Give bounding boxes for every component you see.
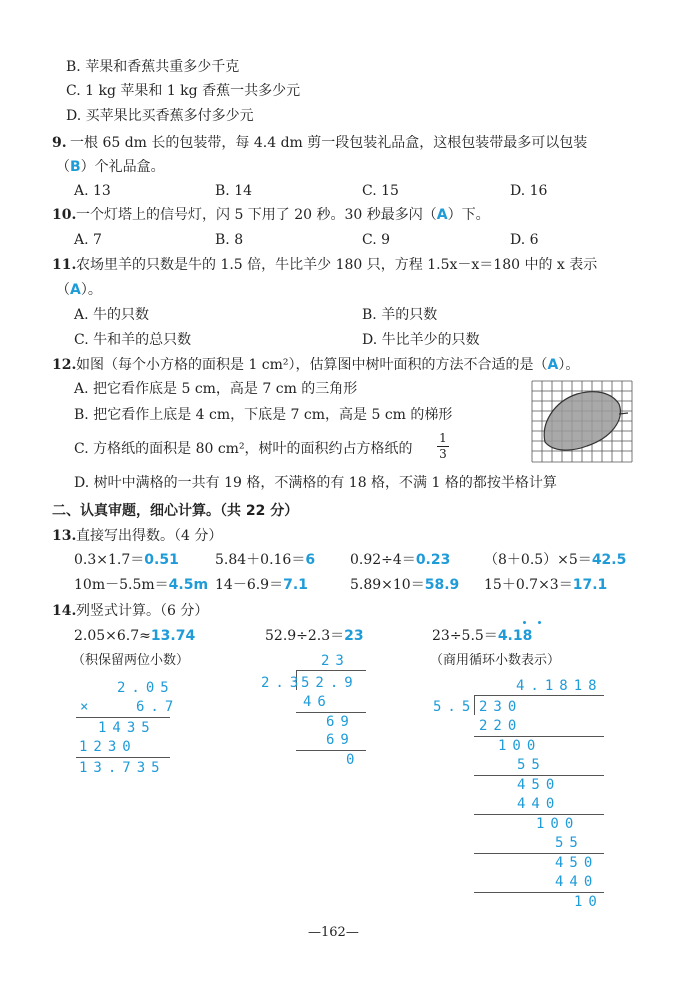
q10-number: 10. [52,207,77,223]
q14-title: 列竖式计算。（6 分） [76,603,209,619]
q10-answer: A [436,207,448,223]
p3-step-5: 440 [517,796,561,812]
q12-option-d: D. 树叶中满格的一共有 19 格，不满格的有 18 格，不满 1 格的都按半格计算 [74,475,557,491]
p1-row-product: 13.735 [79,760,166,776]
p2-quotient: 23 [321,653,350,669]
q12-number: 12. [52,357,77,373]
q9-text: 一根 65 dm 长的包装带，每 4.4 dm 剪一段包装礼品盒，这根包装带最多可以包装 [70,135,588,151]
q11-text: 农场里羊的只数是牛的 1.5 倍，牛比羊少 180 只，方程 1.5x－x＝180 中的 x 表示 [76,257,598,273]
p3-repeat-dot-2 [538,621,541,624]
p2-bracket-top [296,670,366,671]
q13-item-7: 5.89×10＝58.9 [350,577,460,593]
q10-option-b: B. 8 [215,232,244,248]
q10-option-d: D. 6 [510,232,539,248]
p1-row-multiplicand: 2.05 [117,680,175,696]
p3-step-8: 450 [555,855,599,871]
q13-item-4: （8＋0.5）×5＝42.5 [484,552,627,568]
q12-fraction-numerator: 1 [439,431,447,445]
p1-line-2 [76,757,170,758]
leaf-grid-figure [531,380,633,463]
q13-item-2: 5.84＋0.16＝6 [215,552,316,568]
q11-number: 11. [52,257,77,273]
p1-line-1 [76,717,170,718]
q13-item-5: 10m－5.5m＝4.5m [74,577,209,593]
p3-step-7: 55 [555,835,584,851]
p3-step-3: 55 [517,757,546,773]
p2-step-4: 0 [346,752,361,768]
p2-step-1: 46 [303,694,332,710]
q12-text: 如图（每个小方格的面积是 1 cm²），估算图中树叶面积的方法不合适的是（A）。 [76,357,580,373]
q12-option-b: B. 把它看作上底是 4 cm，下底是 7 cm，高是 5 cm 的梯形 [74,407,453,423]
q12-option-a: A. 把它看作底是 5 cm，高是 7 cm 的三角形 [74,381,358,397]
q11-option-a: A. 牛的只数 [74,307,150,323]
q11-answer: A [70,282,81,298]
q9-answer: B [70,159,81,175]
p2-divisor: 2.3 [261,675,305,691]
p3-divisor: 5.5 [433,699,477,715]
p1-row-partial-1: 1435 [98,720,156,736]
p2-dividend: 52.9 [301,675,359,691]
p3-step-10: 10 [574,894,603,910]
p3-bracket-top [474,695,604,696]
q10-text: 一个灯塔上的信号灯，闪 5 下用了 20 秒。30 秒最多闪（A）下。 [76,207,490,223]
p3-quotient: 4.1818 [516,678,603,694]
q14-number: 14. [52,603,77,619]
q14-p1-expr: 2.05×6.7≈13.74 [74,628,196,644]
p3-dividend: 230 [479,699,523,715]
q12-answer: A [547,357,559,373]
q13-item-1: 0.3×1.7＝0.51 [74,552,179,568]
q11-answer-line: （A）。 [56,282,102,298]
q14-p3-expr: 23÷5.5＝4.18 [432,628,533,644]
q10-option-a: A. 7 [74,232,102,248]
p3-step-6: 100 [536,816,580,832]
p3-repeat-dot-1 [523,621,526,624]
q8-option-c: C. 1 kg 苹果和 1 kg 香蕉一共多少元 [66,83,301,99]
q14-p3-note: （商用循环小数表示） [430,653,561,668]
q9-option-a: A. 13 [74,183,111,199]
section2-title: 二、认真审题，细心计算。（共 22 分） [52,503,299,519]
q12-fraction-denominator: 3 [439,447,447,461]
q9-option-d: D. 16 [510,183,548,199]
p3-step-1: 220 [479,718,523,734]
q11-option-c: C. 牛和羊的总只数 [74,332,192,348]
q14-p2-expr: 52.9÷2.3＝23 [265,628,364,644]
q9-number: 9. [52,135,67,151]
q13-item-8: 15＋0.7×3＝17.1 [484,577,608,593]
q9-answer-line: （B）个礼品盒。 [56,159,165,175]
p1-row-partial-2: 1230 [79,739,137,755]
q11-option-b: B. 羊的只数 [362,307,438,323]
q13-item-6: 14－6.9＝7.1 [215,577,308,593]
page-number: —162— [308,925,359,940]
p2-step-3: 69 [326,732,355,748]
q14-p1-note: （积保留两位小数） [72,653,190,668]
p3-step-2: 100 [498,738,542,754]
q8-option-d: D. 买苹果比买香蕉多付多少元 [66,108,254,124]
q13-item-3: 0.92÷4＝0.23 [350,552,451,568]
q12-option-c: C. 方格纸的面积是 80 cm²，树叶的面积约占方格纸的 [74,441,413,457]
p1-times-sign: × [80,699,95,715]
q13-title: 直接写出得数。（4 分） [76,528,223,544]
q10-option-c: C. 9 [362,232,391,248]
q8-option-b: B. 苹果和香蕉共重多少千克 [66,59,240,75]
q9-option-b: B. 14 [215,183,253,199]
p2-step-2: 69 [326,714,355,730]
q9-option-c: C. 15 [362,183,399,199]
p3-step-4: 450 [517,777,561,793]
q11-option-d: D. 牛比羊少的只数 [362,332,480,348]
p3-step-9: 440 [555,874,599,890]
q13-number: 13. [52,528,77,544]
p1-row-multiplier: 6.7 [136,699,180,715]
